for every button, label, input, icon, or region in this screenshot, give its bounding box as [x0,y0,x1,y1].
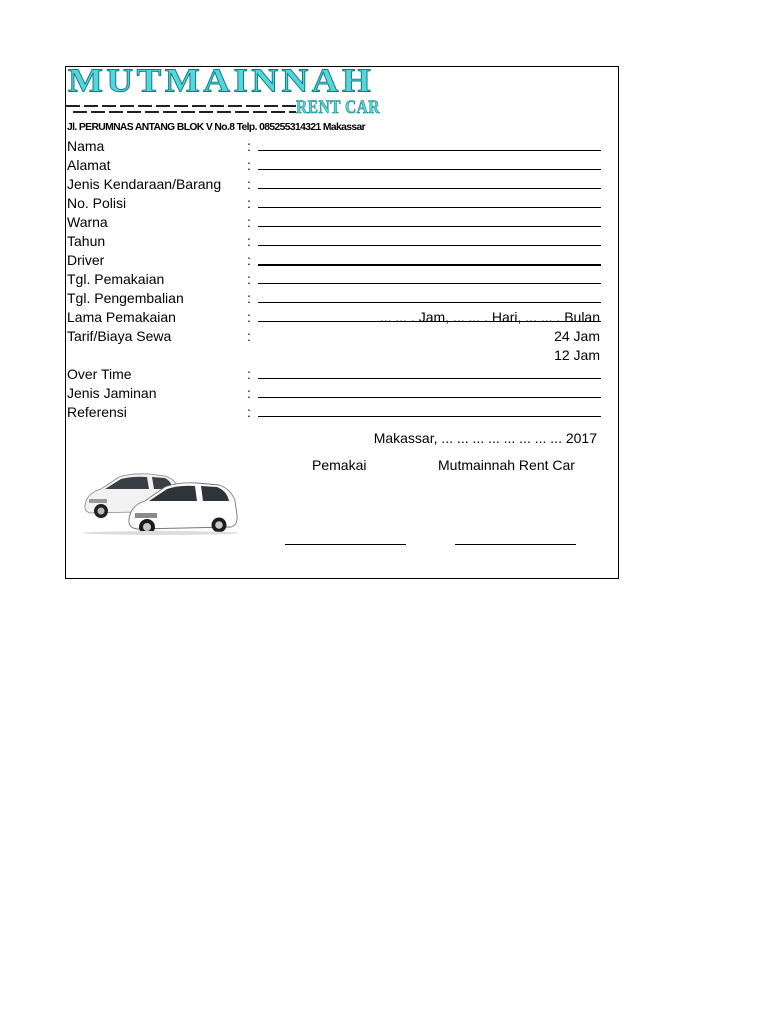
fill-line[interactable] [258,264,601,266]
field-label: Warna [67,214,108,230]
field-colon: : [247,214,251,230]
fill-line[interactable] [258,283,601,284]
fill-line[interactable] [258,397,601,398]
fill-line[interactable] [258,245,601,246]
field-colon: : [247,385,251,401]
field-label: Tgl. Pemakaian [67,271,165,287]
field-tgl-pengembalian [66,289,606,308]
field-label: Tahun [67,233,106,249]
fill-line[interactable] [258,302,601,303]
duration-template: ... ... . Jam, ... ... . Hari, ... ... . Bulan [379,309,600,325]
tariff-12h: 12 Jam [554,347,600,363]
field-label: Tarif/Biaya Sewa [67,328,172,344]
field-colon: : [247,290,251,306]
field-label: Referensi [67,404,127,420]
field-colon: : [247,328,251,344]
field-colon: : [247,157,251,173]
field-colon: : [247,271,251,287]
fill-line[interactable] [258,378,601,379]
field-label: No. Polisi [67,195,127,211]
field-label: Jenis Kendaraan/Barang [67,176,222,192]
field-label: Alamat [67,157,111,173]
field-label: Driver [67,252,105,268]
field-jenis-jaminan [66,384,606,403]
signer-left-label: Pemakai [312,457,367,473]
field-label: Jenis Jaminan [67,385,157,401]
field-referensi [66,403,606,422]
field-colon: : [247,233,251,249]
two-white-cars-image [79,467,241,535]
signature-line-left[interactable] [285,544,406,545]
field-label: Over Time [67,366,132,382]
fill-line[interactable] [258,416,601,417]
fill-line[interactable] [258,169,601,170]
field-colon: : [247,138,251,154]
field-tarif [66,327,606,346]
field-over-time [66,365,606,384]
field-warna [66,213,606,232]
field-colon: : [247,252,251,268]
field-colon: : [247,309,251,325]
tariff-24h: 24 Jam [554,328,600,344]
company-address: Jl. PERUMNAS ANTANG BLOK V No.8 Telp. 085255314321 Makassar [67,122,366,133]
field-colon: : [247,176,251,192]
field-lama-pemakaian [66,308,606,327]
brand-logo-title: MUTMAINNAH [68,62,375,100]
field-tarif-12h [66,346,606,365]
field-label: Lama Pemakaian [67,309,176,325]
signer-right-label: Mutmainnah Rent Car [438,457,575,473]
place-date: Makassar, ... ... ... ... ... ... ... ... 2017 [373,430,597,446]
brand-logo-subtitle: RENT CAR [296,97,380,118]
fill-line[interactable] [258,226,601,227]
field-tahun [66,232,606,251]
field-label: Nama [67,138,105,154]
rental-form [65,62,619,579]
field-colon: : [247,195,251,211]
fill-line[interactable] [258,188,601,189]
field-driver [66,251,606,270]
fill-line[interactable] [258,207,601,208]
field-no-polisi [66,194,606,213]
field-colon: : [247,404,251,420]
field-alamat [66,156,606,175]
logo-dash-decoration [66,103,296,117]
field-colon: : [247,366,251,382]
field-tgl-pemakaian [66,270,606,289]
fill-line[interactable] [258,150,601,151]
field-nama [66,137,606,156]
signature-line-right[interactable] [455,544,576,545]
field-jenis-kendaraan [66,175,606,194]
field-label: Tgl. Pengembalian [67,290,184,306]
